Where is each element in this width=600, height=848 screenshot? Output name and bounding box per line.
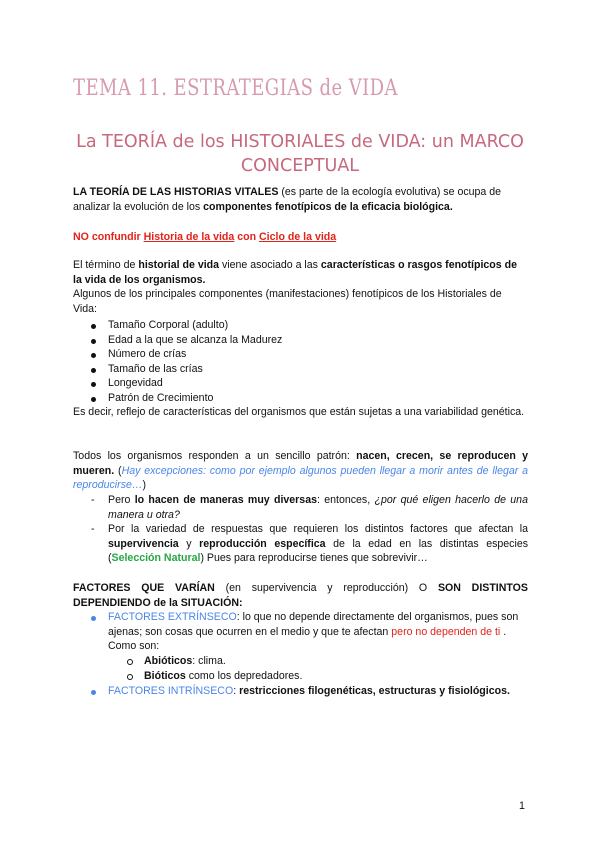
dash-item-diversity xyxy=(108,493,528,522)
intro-text: (es parte de la ecología evolutiva) se ocupa de analizar la evolución de los xyxy=(73,186,502,213)
dash2-text-3: de la edad en las distintas especies ( xyxy=(108,537,529,565)
definition-paragraph xyxy=(73,258,528,316)
bullet-icon xyxy=(91,397,96,402)
sub-item-biotic xyxy=(144,669,302,684)
dash2-text-4: ) Pues para reproducirse tienes que sobrevivir… xyxy=(200,552,428,565)
warning-mid: con xyxy=(234,231,260,243)
definition-text-1: El término de xyxy=(73,259,139,271)
intro-paragraph xyxy=(73,185,528,214)
intro-bold-components: componentes fenotípicos de la eficacia biológica. xyxy=(203,200,453,213)
natural-selection-term: Selección Natural xyxy=(111,552,201,565)
bullet-icon xyxy=(91,368,96,373)
pattern-text-3: ) xyxy=(142,479,147,492)
extrinsic-label: FACTORES EXTRÍNSECO xyxy=(108,611,237,623)
bullet-icon xyxy=(91,339,96,344)
list-item: Longevidad xyxy=(108,377,163,389)
dash2-text-1: Por la variedad de respuestas que requieren los distintos factores que afectan la xyxy=(108,523,528,535)
dash1-text-2: : entonces, xyxy=(316,494,375,506)
warning-line xyxy=(73,230,528,245)
abiotic-label: Abióticos xyxy=(144,655,193,667)
page-number: 1 xyxy=(519,800,525,812)
extrinsic-factors-item xyxy=(108,610,528,654)
dash1-question: ¿por qué eligen hacerlo de una manera u otra? xyxy=(108,494,528,521)
bullet-icon xyxy=(91,353,96,358)
factors-bold-1: FACTORES QUE VARÍAN xyxy=(73,582,215,594)
sub-bullet-icon xyxy=(127,659,133,665)
intrinsic-factors-item xyxy=(108,684,528,699)
dash-marker: - xyxy=(91,523,95,535)
abiotic-text: : clima. xyxy=(192,655,226,667)
pattern-paragraph xyxy=(73,449,528,493)
pattern-bold: nacen, crecen, se reproducen y mueren. xyxy=(73,450,529,477)
dash2-bold-1: supervivencia xyxy=(108,537,179,550)
extrinsic-red-text: pero no dependen de ti xyxy=(391,625,501,638)
extrinsic-text-2: . Como son: xyxy=(108,625,507,653)
list-item: Tamaño Corporal (adulto) xyxy=(108,319,229,331)
pattern-text-1: Todos los organismos responden a un sencillo patrón: xyxy=(73,450,357,462)
bullet-icon xyxy=(91,690,96,695)
list-item: Número de crías xyxy=(108,348,187,360)
genetic-variability-paragraph: Es decir, reflejo de características del organismos que están sujetas a una variabilidad genética. xyxy=(73,406,525,418)
factors-bold-2: SON DISTINTOS DEPENDIENDO de la SITUACIÓN: xyxy=(73,582,528,609)
dash-marker: - xyxy=(91,494,95,506)
list-item: Edad a la que se alcanza la Madurez xyxy=(108,334,283,346)
bullet-icon xyxy=(91,382,96,387)
pattern-exception-note: Hay excepciones: como por ejemplo algunos pueden llegar a morir antes de llegar a reproducirse… xyxy=(73,464,528,492)
section-title: La TEORÍA de los HISTORIALES de VIDA: un MARCO CONCEPTUAL xyxy=(76,132,524,176)
list-item: Tamaño de las crías xyxy=(108,363,203,375)
factors-heading xyxy=(73,581,528,610)
dash1-text-1: Pero xyxy=(108,494,135,506)
intro-bold-term: LA TEORÍA DE LAS HISTORIAS VITALES xyxy=(73,186,279,198)
pattern-text-2: ( xyxy=(114,464,122,477)
intrinsic-bold: restricciones filogenéticas, estructuras y fisiológicos. xyxy=(239,685,510,697)
definition-bold-2: características o rasgos fenotípicos de la vida de los organismos. xyxy=(73,259,517,286)
warning-link-ciclo[interactable]: Ciclo de la vida xyxy=(259,231,337,243)
topic-header: TEMA 11. ESTRATEGIAS de VIDA xyxy=(73,76,398,101)
bullet-icon xyxy=(91,324,96,329)
warning-prefix: NO confundir xyxy=(73,231,144,243)
definition-bold-1: historial de vida xyxy=(138,259,220,271)
dash-item-variety xyxy=(108,522,528,566)
sub-bullet-icon xyxy=(127,674,133,680)
biotic-label: Bióticos xyxy=(144,670,186,682)
biotic-text: como los depredadores. xyxy=(185,670,303,682)
dash1-bold: lo hacen de maneras muy diversas xyxy=(134,494,317,506)
intrinsic-label: FACTORES INTRÍNSECO xyxy=(108,685,234,697)
factors-text: (en supervivencia y reproducción) O xyxy=(214,582,438,594)
list-item: Patrón de Crecimiento xyxy=(108,392,214,404)
sub-item-abiotic xyxy=(144,654,226,669)
warning-link-historia[interactable]: Historia de la vida xyxy=(143,231,235,243)
definition-text-2: viene asociado a las xyxy=(219,259,321,271)
intrinsic-text: : xyxy=(233,685,240,697)
dash2-bold-2: reproducción específica xyxy=(199,537,326,550)
dash2-text-2: y xyxy=(178,537,200,550)
bullet-icon xyxy=(91,616,96,621)
components-intro: Algunos de los principales componentes (manifestaciones) fenotípicos de los Historiales de Vida: xyxy=(73,288,502,315)
extrinsic-text-1: : lo que no depende directamente del organismos, pues son ajenas; son cosas que ocurren en el medio y que te afectan xyxy=(108,611,519,638)
